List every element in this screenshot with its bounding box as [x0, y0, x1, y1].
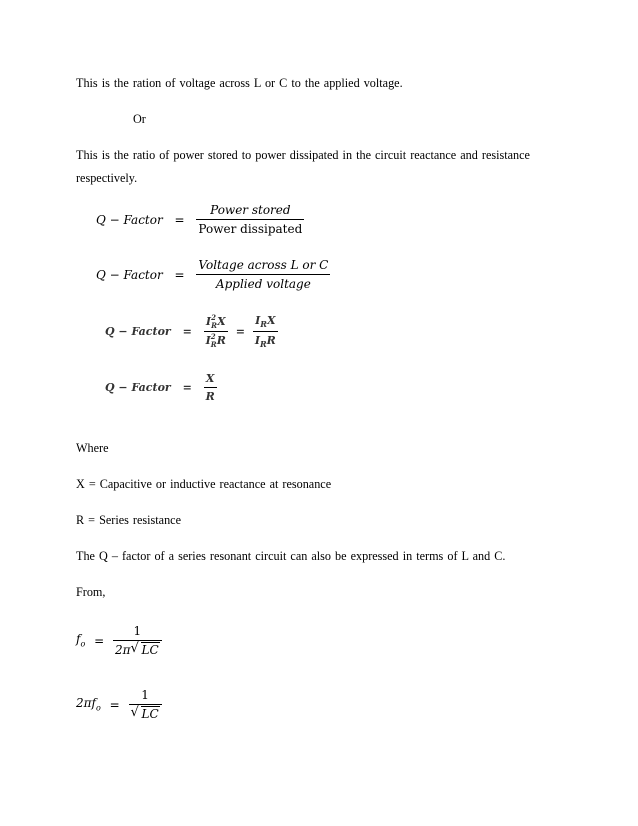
- superscript: 2: [211, 313, 216, 323]
- numerator: [204, 315, 228, 332]
- current-symbol: I: [254, 334, 260, 348]
- equals-sign: =: [182, 381, 192, 394]
- equation-q-factor-power: [96, 203, 304, 236]
- denominator: Power dissipated: [198, 222, 303, 236]
- paragraph-where: Where: [76, 441, 109, 455]
- reactance-symbol: X: [217, 315, 226, 329]
- equation-resonant-frequency: [76, 624, 162, 657]
- fraction: [196, 258, 330, 291]
- numerator: 1: [113, 624, 162, 641]
- subscript: R: [211, 321, 217, 331]
- numerator: X: [204, 372, 217, 388]
- two-pi: 2π: [115, 643, 131, 657]
- numerator: Voltage across L or C: [196, 258, 330, 275]
- equation-lhs: Q − Factor: [96, 212, 163, 227]
- sup-sub: [211, 315, 217, 329]
- paragraph-power-ratio-line2: respectively.: [76, 171, 138, 185]
- definition-x: X = Capacitive or inductive reactance at resonance: [76, 477, 332, 491]
- subscript: R: [260, 319, 267, 330]
- equation-angular-resonant-frequency: [76, 688, 162, 721]
- square-root: [131, 707, 160, 721]
- denominator: [204, 332, 228, 348]
- denominator: [253, 332, 278, 349]
- reactance-symbol: X: [266, 314, 276, 327]
- denominator: R: [205, 390, 215, 403]
- radicand: LC: [141, 707, 159, 721]
- denominator: [113, 641, 162, 657]
- fraction: [129, 688, 162, 721]
- frequency-symbol: f: [76, 632, 81, 647]
- equals-sign: =: [235, 325, 245, 339]
- equals-sign: =: [174, 212, 185, 227]
- definition-r: R = Series resistance: [76, 513, 181, 527]
- equation-lhs: Q − Factor: [96, 267, 163, 282]
- frequency-symbol: f: [91, 696, 96, 711]
- paragraph-power-ratio-line1: This is the ratio of power stored to power dissipated in the circuit reactance and resistance: [76, 148, 530, 162]
- superscript: 2: [210, 332, 216, 342]
- subscript: o: [80, 639, 86, 649]
- equation-lhs: Q − Factor: [105, 325, 171, 339]
- radicand: LC: [141, 643, 159, 657]
- equals-sign: =: [182, 325, 192, 339]
- fraction-squared: [204, 315, 228, 348]
- numerator: 1: [129, 688, 162, 705]
- resistance-symbol: R: [266, 334, 276, 348]
- current-symbol: I: [205, 315, 212, 329]
- fraction: [113, 624, 162, 657]
- resistance-symbol: R: [216, 334, 226, 348]
- current-symbol: I: [255, 314, 261, 327]
- equation-lhs: Q − Factor: [105, 381, 171, 394]
- square-root: [131, 643, 160, 657]
- current-symbol: I: [205, 334, 211, 348]
- paragraph-lc-expression: The Q – factor of a series resonant circuit can also be expressed in terms of L and C.: [76, 549, 506, 563]
- two-pi: 2π: [76, 696, 92, 711]
- equals-sign: =: [109, 697, 120, 712]
- numerator: [253, 314, 278, 332]
- equals-sign: =: [174, 267, 185, 282]
- equation-q-factor-current: [105, 314, 278, 349]
- subscript: o: [95, 703, 101, 713]
- sup-sub: [211, 334, 217, 348]
- paragraph-or: Or: [133, 112, 146, 126]
- equation-q-factor-voltage: [96, 258, 330, 291]
- fraction: [204, 372, 217, 403]
- fraction-simplified: [253, 314, 278, 349]
- denominator: Applied voltage: [215, 277, 311, 291]
- equation-q-factor-x-over-r: [105, 372, 217, 403]
- subscript: R: [260, 339, 267, 350]
- paragraph-voltage-ratio: This is the ration of voltage across L or C to the applied voltage.: [76, 76, 403, 90]
- fraction: [196, 203, 304, 236]
- paragraph-from: From,: [76, 585, 106, 599]
- numerator: Power stored: [196, 203, 304, 220]
- denominator: [129, 705, 162, 721]
- equation-lhs: [76, 632, 85, 648]
- equation-lhs: [76, 696, 101, 712]
- equals-sign: =: [94, 633, 105, 648]
- subscript: R: [210, 340, 217, 350]
